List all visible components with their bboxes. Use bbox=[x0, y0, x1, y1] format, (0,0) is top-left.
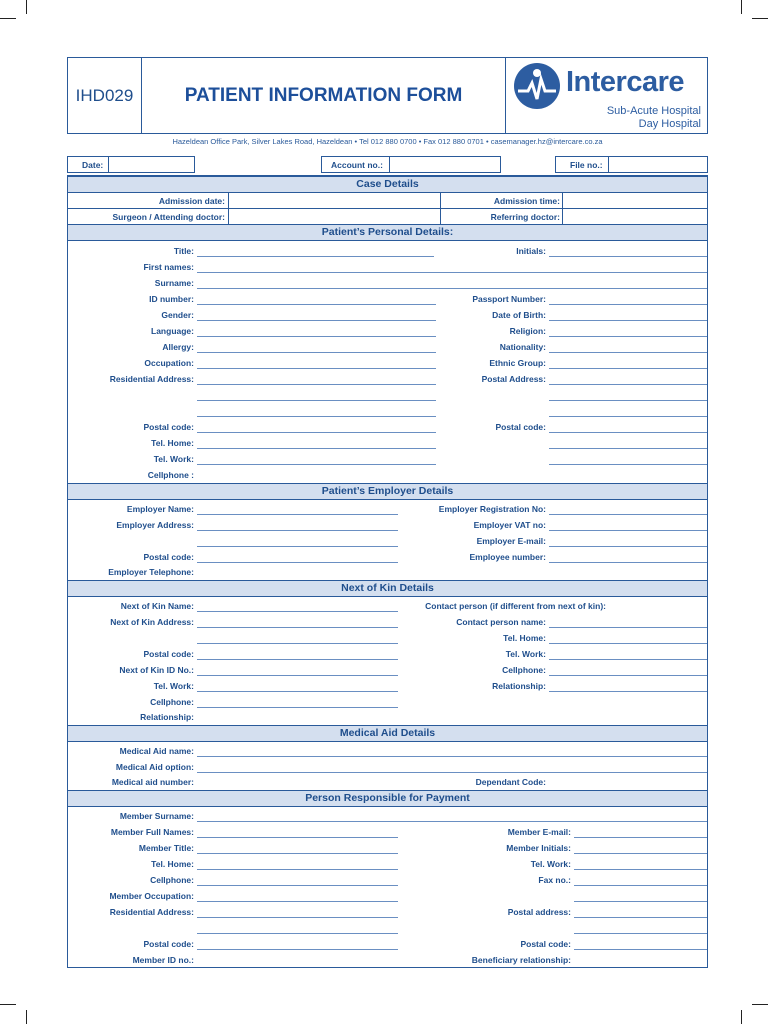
kin-name-label: Next of Kin Name: bbox=[120, 601, 194, 611]
residential-address-input[interactable] bbox=[197, 400, 436, 401]
member-email-input[interactable] bbox=[574, 837, 707, 838]
occupation-input[interactable] bbox=[197, 368, 436, 369]
allergy-label: Allergy: bbox=[162, 342, 194, 352]
member-full-names-input[interactable] bbox=[197, 837, 398, 838]
member-residential-label: Residential Address: bbox=[109, 907, 194, 917]
crop-mark bbox=[741, 0, 742, 14]
kin-tel-work-label: Tel. Work: bbox=[153, 681, 194, 691]
file-field[interactable] bbox=[555, 156, 708, 173]
kin-id-input[interactable] bbox=[197, 675, 398, 676]
gender-input[interactable] bbox=[197, 320, 436, 321]
residential-address-input[interactable] bbox=[197, 416, 436, 417]
employer-vat-label: Employer VAT no: bbox=[473, 520, 546, 530]
crop-mark bbox=[26, 0, 27, 14]
extra-input[interactable] bbox=[574, 901, 707, 902]
nationality-label: Nationality: bbox=[499, 342, 546, 352]
employer-address-input[interactable] bbox=[197, 546, 398, 547]
initials-label: Initials: bbox=[516, 246, 546, 256]
tel-home-input[interactable] bbox=[197, 448, 436, 449]
initials-input[interactable] bbox=[549, 256, 707, 257]
account-label: Account no.: bbox=[331, 160, 383, 170]
intercare-logo-icon bbox=[514, 63, 560, 109]
employee-number-label: Employee number: bbox=[469, 552, 546, 562]
contact-tel-work-label: Tel. Work: bbox=[505, 649, 546, 659]
medical-aid-option-label: Medical Aid option: bbox=[115, 762, 194, 772]
crop-mark bbox=[0, 18, 16, 19]
medical-aid-option-input[interactable] bbox=[197, 772, 707, 773]
gender-label: Gender: bbox=[161, 310, 194, 320]
language-label: Language: bbox=[151, 326, 194, 336]
contact-address: Hazeldean Office Park, Silver Lakes Road, Hazeldean • Tel 012 880 0700 • Fax 012 880 0701 • casemanager.hz@intercare.co.za bbox=[172, 137, 603, 146]
brand-name: Intercare bbox=[566, 66, 685, 98]
member-id-label: Member ID no.: bbox=[132, 955, 194, 965]
employer-address-label: Employer Address: bbox=[116, 520, 194, 530]
tel-work-input[interactable] bbox=[197, 464, 436, 465]
employer-email-input[interactable] bbox=[549, 546, 707, 547]
employer-name-input[interactable] bbox=[197, 514, 398, 515]
kin-address-input[interactable] bbox=[197, 643, 398, 644]
allergy-input[interactable] bbox=[197, 352, 436, 353]
brand-subtitle: Sub-Acute Hospital bbox=[606, 105, 701, 117]
member-postal-code-label: Postal code: bbox=[143, 939, 194, 949]
title-input[interactable] bbox=[197, 256, 434, 257]
contact-name-label: Contact person name: bbox=[456, 617, 546, 627]
member-residential-input[interactable] bbox=[197, 917, 398, 918]
section-payment: Person Responsible for Payment bbox=[68, 790, 707, 807]
contact-person-heading: Contact person (if different from next of kin): bbox=[425, 601, 606, 611]
member-surname-label: Member Surname: bbox=[119, 811, 194, 821]
contact-relationship-input[interactable] bbox=[549, 691, 707, 692]
dob-label: Date of Birth: bbox=[492, 310, 546, 320]
admission-time-input[interactable] bbox=[563, 193, 706, 207]
member-initials-input[interactable] bbox=[574, 853, 707, 854]
employer-vat-input[interactable] bbox=[549, 530, 707, 531]
member-title-label: Member Title: bbox=[138, 843, 194, 853]
member-postal-address-input[interactable] bbox=[574, 917, 707, 918]
passport-label: Passport Number: bbox=[472, 294, 546, 304]
member-tel-home-input[interactable] bbox=[197, 869, 398, 870]
employer-postal-code-input[interactable] bbox=[197, 562, 398, 563]
section-case-details: Case Details bbox=[68, 176, 707, 193]
cellphone-label: Cellphone : bbox=[147, 470, 194, 480]
id-number-input[interactable] bbox=[197, 304, 436, 305]
residential-address-input[interactable] bbox=[197, 384, 436, 385]
employer-name-label: Employer Name: bbox=[126, 504, 194, 514]
residential-address-label: Residential Address: bbox=[109, 374, 194, 384]
ethnic-group-label: Ethnic Group: bbox=[489, 358, 546, 368]
employer-reg-label: Employer Registration No: bbox=[438, 504, 546, 514]
contact-tel-home-input[interactable] bbox=[549, 643, 707, 644]
beneficiary-label: Beneficiary relationship: bbox=[471, 955, 571, 965]
postal-code-label: Postal code: bbox=[495, 422, 546, 432]
occupation-label: Occupation: bbox=[144, 358, 194, 368]
medical-aid-name-input[interactable] bbox=[197, 756, 707, 757]
member-occupation-input[interactable] bbox=[197, 901, 398, 902]
postal-address-input[interactable] bbox=[549, 384, 707, 385]
member-occupation-label: Member Occupation: bbox=[109, 891, 194, 901]
employer-reg-input[interactable] bbox=[549, 514, 707, 515]
form-code: IHD029 bbox=[68, 58, 142, 133]
tel-work-label: Tel. Work: bbox=[153, 454, 194, 464]
member-fax-input[interactable] bbox=[574, 885, 707, 886]
date-field[interactable] bbox=[67, 156, 195, 173]
nationality-input[interactable] bbox=[549, 352, 707, 353]
dob-input[interactable] bbox=[549, 320, 707, 321]
postal-code-input[interactable] bbox=[549, 432, 707, 433]
member-title-input[interactable] bbox=[197, 853, 398, 854]
member-postal-code-label: Postal code: bbox=[520, 939, 571, 949]
crop-mark bbox=[752, 1004, 768, 1005]
employer-address-input[interactable] bbox=[197, 530, 398, 531]
file-label: File no.: bbox=[570, 160, 603, 170]
surgeon-label: Surgeon / Attending doctor: bbox=[112, 212, 225, 222]
surgeon-input[interactable] bbox=[229, 209, 439, 223]
surname-input[interactable] bbox=[197, 288, 707, 289]
employer-postal-code-label: Postal code: bbox=[143, 552, 194, 562]
first-names-label: First names: bbox=[143, 262, 194, 272]
date-label: Date: bbox=[82, 160, 104, 170]
member-postal-code-input[interactable] bbox=[574, 949, 707, 950]
crop-mark bbox=[0, 1004, 16, 1005]
kin-name-input[interactable] bbox=[197, 611, 398, 612]
kin-relationship-label: Relationship: bbox=[140, 712, 194, 722]
employer-email-label: Employer E-mail: bbox=[476, 536, 546, 546]
passport-input[interactable] bbox=[549, 304, 707, 305]
tel-home-label: Tel. Home: bbox=[151, 438, 194, 448]
religion-input[interactable] bbox=[549, 336, 707, 337]
contact-cellphone-input[interactable] bbox=[549, 675, 707, 676]
member-postal-address-input[interactable] bbox=[574, 933, 707, 934]
section-personal-details: Patient’s Personal Details: bbox=[68, 224, 707, 241]
postal-address-input[interactable] bbox=[549, 416, 707, 417]
admission-date-label: Admission date: bbox=[158, 196, 225, 206]
contact-relationship-label: Relationship: bbox=[492, 681, 546, 691]
medical-aid-number-label: Medical aid number: bbox=[111, 777, 194, 787]
member-tel-work-label: Tel. Work: bbox=[530, 859, 571, 869]
religion-label: Religion: bbox=[509, 326, 546, 336]
contact-name-input[interactable] bbox=[549, 627, 707, 628]
member-postal-address-label: Postal address: bbox=[507, 907, 571, 917]
extra-input[interactable] bbox=[549, 464, 707, 465]
medical-aid-name-label: Medical Aid name: bbox=[119, 746, 194, 756]
form-header bbox=[67, 57, 708, 134]
member-full-names-label: Member Full Names: bbox=[110, 827, 194, 837]
brand-subtitle: Day Hospital bbox=[638, 118, 701, 130]
section-employer-details: Patient’s Employer Details bbox=[68, 483, 707, 500]
kin-address-label: Next of Kin Address: bbox=[110, 617, 194, 627]
kin-postal-code-input[interactable] bbox=[197, 659, 398, 660]
member-tel-work-input[interactable] bbox=[574, 869, 707, 870]
admission-date-input[interactable] bbox=[229, 193, 439, 207]
member-cellphone-input[interactable] bbox=[197, 885, 398, 886]
section-medical-aid: Medical Aid Details bbox=[68, 725, 707, 742]
section-next-of-kin: Next of Kin Details bbox=[68, 580, 707, 597]
form-title: PATIENT INFORMATION FORM bbox=[142, 58, 506, 133]
referring-doctor-label: Referring doctor: bbox=[490, 212, 560, 222]
member-fax-label: Fax no.: bbox=[538, 875, 571, 885]
kin-cellphone-input[interactable] bbox=[197, 707, 398, 708]
ethnic-group-input[interactable] bbox=[549, 368, 707, 369]
member-cellphone-label: Cellphone: bbox=[150, 875, 194, 885]
postal-code-input[interactable] bbox=[197, 432, 436, 433]
account-field[interactable] bbox=[321, 156, 501, 173]
postal-address-label: Postal Address: bbox=[481, 374, 546, 384]
kin-address-input[interactable] bbox=[197, 627, 398, 628]
dependant-code-label: Dependant Code: bbox=[475, 777, 546, 787]
member-surname-input[interactable] bbox=[197, 821, 707, 822]
crop-mark bbox=[752, 18, 768, 19]
employee-number-input[interactable] bbox=[549, 562, 707, 563]
kin-tel-work-input[interactable] bbox=[197, 691, 398, 692]
surname-label: Surname: bbox=[154, 278, 194, 288]
kin-postal-code-label: Postal code: bbox=[143, 649, 194, 659]
referring-doctor-input[interactable] bbox=[563, 209, 706, 223]
postal-code-label: Postal code: bbox=[143, 422, 194, 432]
contact-tel-work-input[interactable] bbox=[549, 659, 707, 660]
member-tel-home-label: Tel. Home: bbox=[151, 859, 194, 869]
extra-input[interactable] bbox=[549, 448, 707, 449]
admission-time-label: Admission time: bbox=[493, 196, 560, 206]
kin-id-label: Next of Kin ID No.: bbox=[119, 665, 194, 675]
member-initials-label: Member Initials: bbox=[506, 843, 571, 853]
postal-address-input[interactable] bbox=[549, 400, 707, 401]
contact-tel-home-label: Tel. Home: bbox=[503, 633, 546, 643]
member-email-label: Member E-mail: bbox=[507, 827, 571, 837]
crop-mark bbox=[741, 1010, 742, 1024]
first-names-input[interactable] bbox=[197, 272, 707, 273]
language-input[interactable] bbox=[197, 336, 436, 337]
member-postal-code-input[interactable] bbox=[197, 949, 398, 950]
kin-cellphone-label: Cellphone: bbox=[150, 697, 194, 707]
id-number-label: ID number: bbox=[149, 294, 194, 304]
employer-telephone-label: Employer Telephone: bbox=[108, 567, 194, 577]
contact-cellphone-label: Cellphone: bbox=[502, 665, 546, 675]
member-residential-input[interactable] bbox=[197, 933, 398, 934]
title-label: Title: bbox=[173, 246, 194, 256]
crop-mark bbox=[26, 1010, 27, 1024]
